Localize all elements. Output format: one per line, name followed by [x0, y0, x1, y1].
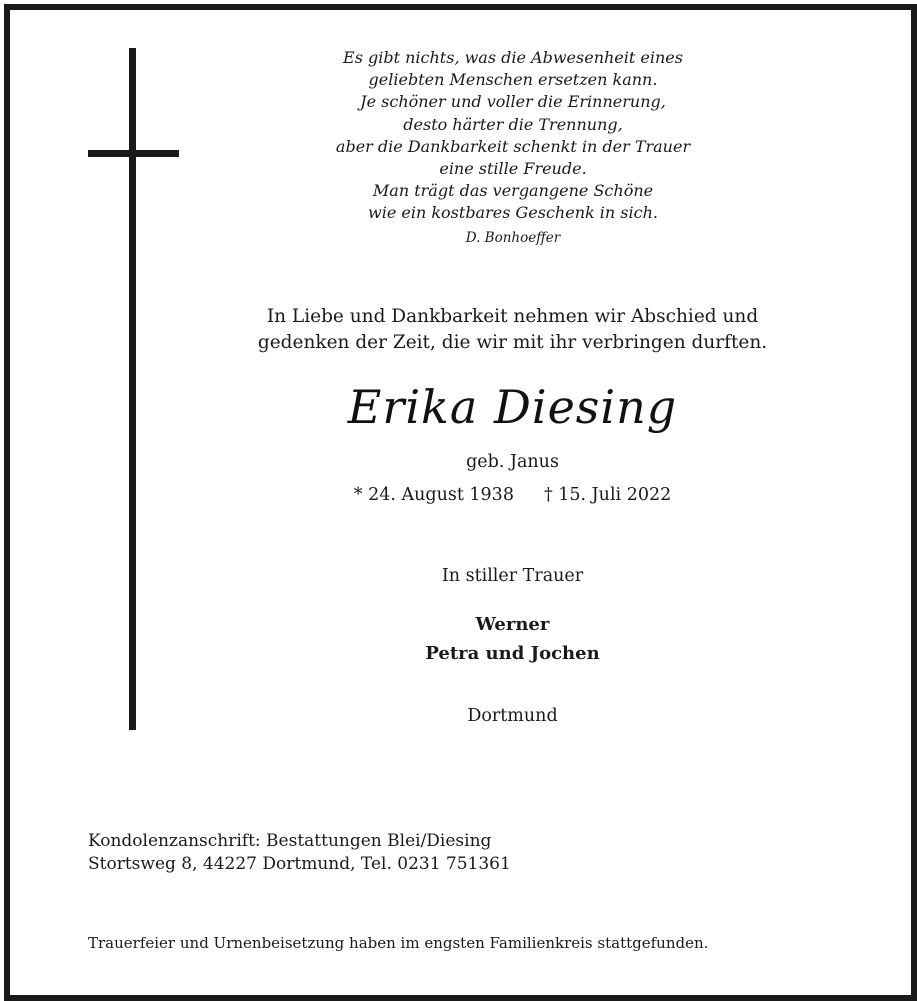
quote-line: desto härter die Trennung, — [403, 114, 623, 134]
mourning-label: In stiller Trauer — [441, 566, 584, 586]
intro-text — [200, 304, 825, 356]
quote-line: eine stille Freude. — [439, 159, 587, 179]
quote-line: aber die Dankbarkeit schenkt in der Trauer — [335, 136, 691, 156]
quote-author: D. Bonhoeffer — [465, 230, 561, 246]
deceased-name: Erika Diesing — [347, 380, 678, 434]
quote-block — [290, 47, 736, 225]
mourner-name: Petra und Jochen — [425, 643, 600, 664]
footer-note: Trauerfeier und Urnenbeisetzung haben im engsten Familienkreis stattgefunden. — [88, 934, 709, 952]
quote-line: Je schöner und voller die Erinnerung, — [360, 92, 666, 112]
maiden-name: geb. Janus — [466, 452, 559, 472]
condolence-address — [88, 830, 788, 876]
cross-horizontal-bar — [88, 150, 179, 157]
death-date: † 15. Juli 2022 — [543, 485, 672, 505]
condolence-line: Kondolenzanschrift: Bestattungen Blei/Diesing — [88, 831, 492, 851]
intro-line: gedenken der Zeit, die wir mit ihr verbringen durften. — [257, 332, 768, 353]
intro-line: In Liebe und Dankbarkeit nehmen wir Abschied und — [266, 306, 759, 327]
quote-line: wie ein kostbares Geschenk in sich. — [368, 203, 658, 223]
place-name: Dortmund — [467, 706, 558, 726]
quote-line: Es gibt nichts, was die Abwesenheit eines — [343, 48, 683, 67]
mourner-name: Werner — [475, 614, 550, 635]
birth-date: * 24. August 1938 — [353, 485, 514, 505]
life-dates — [200, 483, 825, 507]
condolence-line: Stortsweg 8, 44227 Dortmund, Tel. 0231 751361 — [88, 854, 511, 874]
quote-line: Man trägt das vergangene Schöne — [372, 181, 654, 201]
mourners-list — [200, 610, 825, 668]
quote-line: geliebten Menschen ersetzen kann. — [368, 70, 658, 90]
